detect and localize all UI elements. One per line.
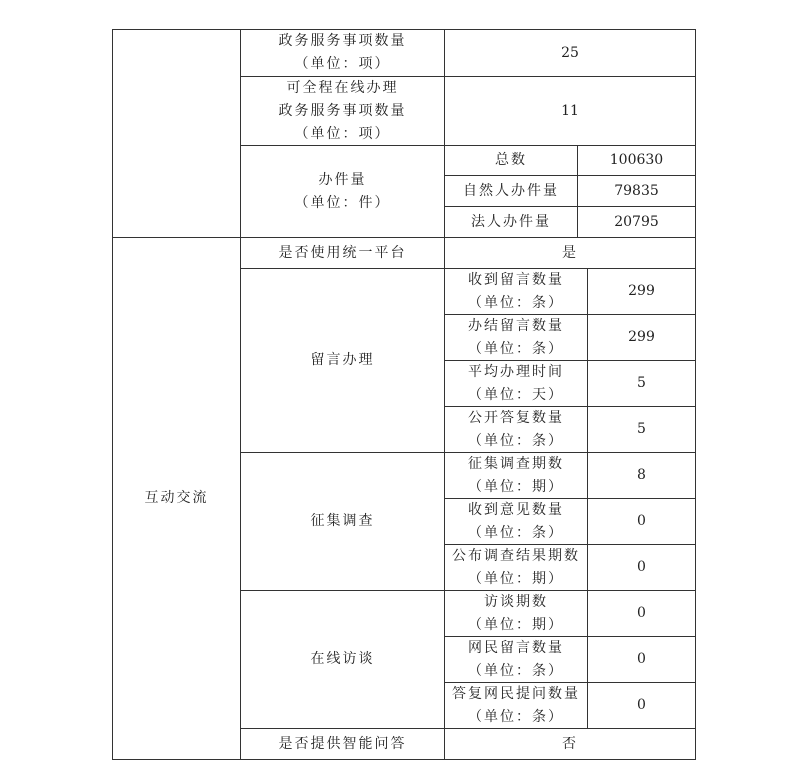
cases-sub-value: 20795: [577, 206, 696, 238]
smart-qa-value: 否: [444, 728, 696, 760]
label-text: 访谈期数: [484, 593, 548, 610]
unit-text: （单位：期）: [468, 478, 564, 495]
unit-text: （单位：条）: [468, 294, 564, 311]
label-text: 答复网民提问数量: [452, 685, 580, 702]
unit-text: （单位：期）: [468, 570, 564, 587]
survey-sub-label: [444, 498, 588, 545]
unit-text: （单位：条）: [468, 708, 564, 725]
cases-sub-value: 100630: [577, 145, 696, 176]
messages-sub-label: [444, 314, 588, 361]
label-text: 网民留言数量: [468, 639, 564, 656]
label-text: 办结留言数量: [468, 317, 564, 334]
section-cell-empty: [112, 29, 241, 238]
unit-text: （单位：期）: [468, 616, 564, 633]
cases-sub-label: 法人办件量: [444, 206, 578, 238]
messages-sub-value: 5: [587, 360, 696, 407]
label-text: 可全程在线办理: [286, 79, 399, 96]
survey-sub-label: [444, 544, 588, 591]
messages-sub-label: [444, 268, 588, 315]
cases-label: [240, 145, 445, 238]
cases-sub-label: 自然人办件量: [444, 175, 578, 207]
messages-sub-value: 299: [587, 314, 696, 361]
survey-sub-value: 8: [587, 452, 696, 499]
service-items-label: [240, 29, 445, 77]
online-items-value: 11: [444, 76, 696, 146]
unit-text: （单位：天）: [468, 386, 564, 403]
unit-text: （单位：项）: [294, 125, 391, 142]
unit-text: （单位：条）: [468, 662, 564, 679]
survey-sub-value: 0: [587, 498, 696, 545]
interview-label: 在线访谈: [240, 590, 445, 729]
unified-platform-label: 是否使用统一平台: [240, 237, 445, 269]
interaction-title: 互动交流: [112, 237, 241, 760]
label-text: 公布调查结果期数: [452, 547, 580, 564]
service-items-value: 25: [444, 29, 696, 77]
unit-text: （单位：件）: [294, 194, 391, 211]
interview-sub-label: [444, 590, 588, 637]
interview-sub-value: 0: [587, 636, 696, 683]
messages-sub-label: [444, 360, 588, 407]
unit-text: （单位：条）: [468, 524, 564, 541]
label-text: 平均办理时间: [468, 363, 564, 380]
unit-text: （单位：项）: [294, 56, 391, 72]
messages-sub-value: 5: [587, 406, 696, 453]
interview-sub-label: [444, 682, 588, 729]
label-text: 收到留言数量: [468, 271, 564, 288]
survey-sub-label: [444, 452, 588, 499]
label-text: 政务服务事项数量: [278, 102, 407, 119]
cases-sub-label: 总数: [444, 145, 578, 176]
unified-platform-value: 是: [444, 237, 696, 269]
label-text: 政务服务事项数量: [278, 33, 407, 49]
label-text: 公开答复数量: [468, 409, 564, 426]
online-items-label: [240, 76, 445, 146]
unit-text: （单位：条）: [468, 340, 564, 357]
survey-sub-value: 0: [587, 544, 696, 591]
label-text: 办件量: [318, 171, 367, 188]
label-text: 征集调查期数: [468, 455, 564, 472]
messages-sub-label: [444, 406, 588, 453]
interview-sub-value: 0: [587, 590, 696, 637]
interview-sub-label: [444, 636, 588, 683]
unit-text: （单位：条）: [468, 432, 564, 449]
smart-qa-label: 是否提供智能问答: [240, 728, 445, 760]
cases-sub-value: 79835: [577, 175, 696, 207]
label-text: 收到意见数量: [468, 501, 564, 518]
survey-label: 征集调查: [240, 452, 445, 591]
interview-sub-value: 0: [587, 682, 696, 729]
messages-sub-value: 299: [587, 268, 696, 315]
messages-label: 留言办理: [240, 268, 445, 453]
